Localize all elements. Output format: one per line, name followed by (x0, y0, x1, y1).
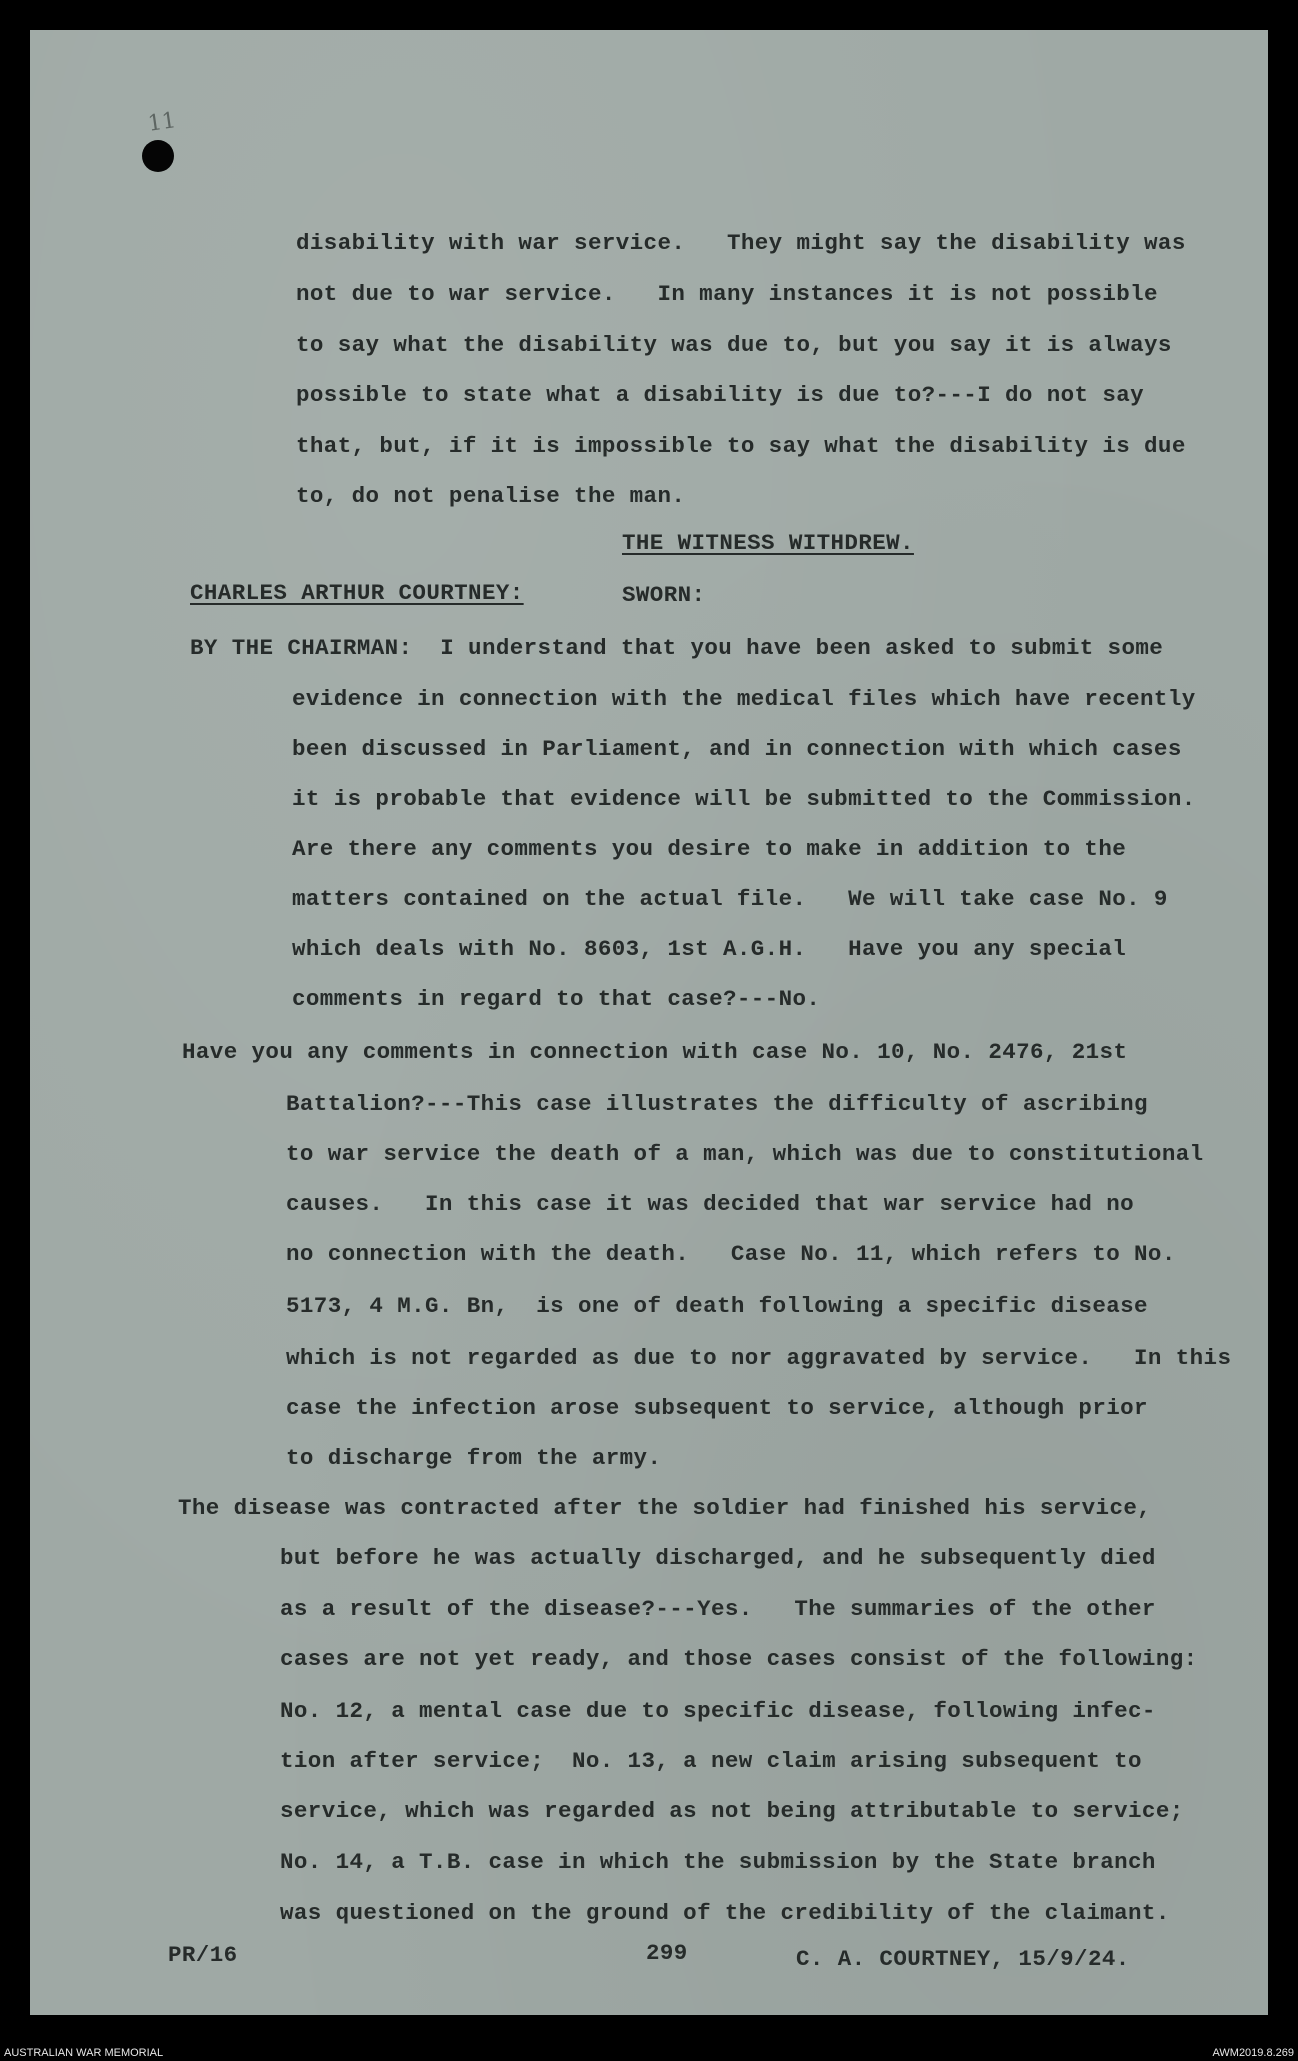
archive-footer-bar (0, 2045, 1298, 2061)
text-line: which deals with No. 8603, 1st A.G.H. Have you any special (292, 936, 1127, 962)
text-line: tion after service; No. 13, a new claim arising subsequent to (280, 1748, 1142, 1774)
text-line: not due to war service. In many instances it is not possible (296, 281, 1158, 307)
text-line: No. 14, a T.B. case in which the submission by the State branch (280, 1849, 1156, 1875)
text-line: Have you any comments in connection with case No. 10, No. 2476, 21st (182, 1039, 1128, 1065)
text-line: but before he was actually discharged, and he subsequently died (280, 1545, 1156, 1571)
text-line: to say what the disability was due to, but you say it is always (296, 332, 1172, 358)
text-line: to discharge from the army. (286, 1445, 662, 1471)
text-line: causes. In this case it was decided that war service had no (286, 1191, 1135, 1217)
text-line: BY THE CHAIRMAN: I understand that you have been asked to submit some (190, 635, 1164, 661)
text-line: that, but, if it is impossible to say what the disability is due (296, 433, 1186, 459)
text-line: Battalion?---This case illustrates the difficulty of ascribing (286, 1091, 1148, 1117)
text-line: to war service the death of a man, which was due to constitutional (286, 1141, 1204, 1167)
text-line: No. 12, a mental case due to specific disease, following infec- (280, 1698, 1156, 1724)
text-line: which is not regarded as due to nor aggravated by service. In this (286, 1345, 1232, 1371)
page-number: 299 (646, 1940, 688, 1966)
text-line: The disease was contracted after the soldier had finished his service, (178, 1495, 1152, 1521)
text-line: 5173, 4 M.G. Bn, is one of death following a specific disease (286, 1293, 1148, 1319)
text-line: possible to state what a disability is due to?---I do not say (296, 382, 1145, 408)
text-line: disability with war service. They might say the disability was (296, 230, 1186, 256)
text-line: matters contained on the actual file. We will take case No. 9 (292, 886, 1168, 912)
text-line: no connection with the death. Case No. 11, which refers to No. (286, 1241, 1176, 1267)
archive-item-id: AWM2019.8.269 (1212, 2047, 1294, 2059)
heading-witness-withdrew: THE WITNESS WITHDREW. (622, 530, 914, 556)
text-line: was questioned on the ground of the credibility of the claimant. (280, 1900, 1170, 1926)
document-reference: PR/16 (168, 1942, 238, 1968)
text-line: evidence in connection with the medical files which have recently (292, 686, 1196, 712)
text-line: comments in regard to that case?---No. (292, 986, 821, 1012)
text-line: service, which was regarded as not being attributable to service; (280, 1798, 1184, 1824)
text-line: Are there any comments you desire to make in addition to the (292, 836, 1127, 862)
text-line: case the infection arose subsequent to service, although prior (286, 1395, 1148, 1421)
text-line: it is probable that evidence will be submitted to the Commission. (292, 786, 1196, 812)
margin-pencil-mark: 11 (146, 108, 178, 137)
text-line: cases are not yet ready, and those cases consist of the following: (280, 1646, 1198, 1672)
punch-hole (142, 140, 174, 172)
text-line: to, do not penalise the man. (296, 483, 686, 509)
archive-institution: AUSTRALIAN WAR MEMORIAL (4, 2047, 164, 2059)
sworn-label: SWORN: (622, 582, 706, 608)
witness-signature-line: C. A. COURTNEY, 15/9/24. (796, 1946, 1130, 1972)
witness-name: CHARLES ARTHUR COURTNEY: (190, 580, 524, 606)
text-line: been discussed in Parliament, and in connection with which cases (292, 736, 1182, 762)
text-line: as a result of the disease?---Yes. The summaries of the other (280, 1596, 1156, 1622)
